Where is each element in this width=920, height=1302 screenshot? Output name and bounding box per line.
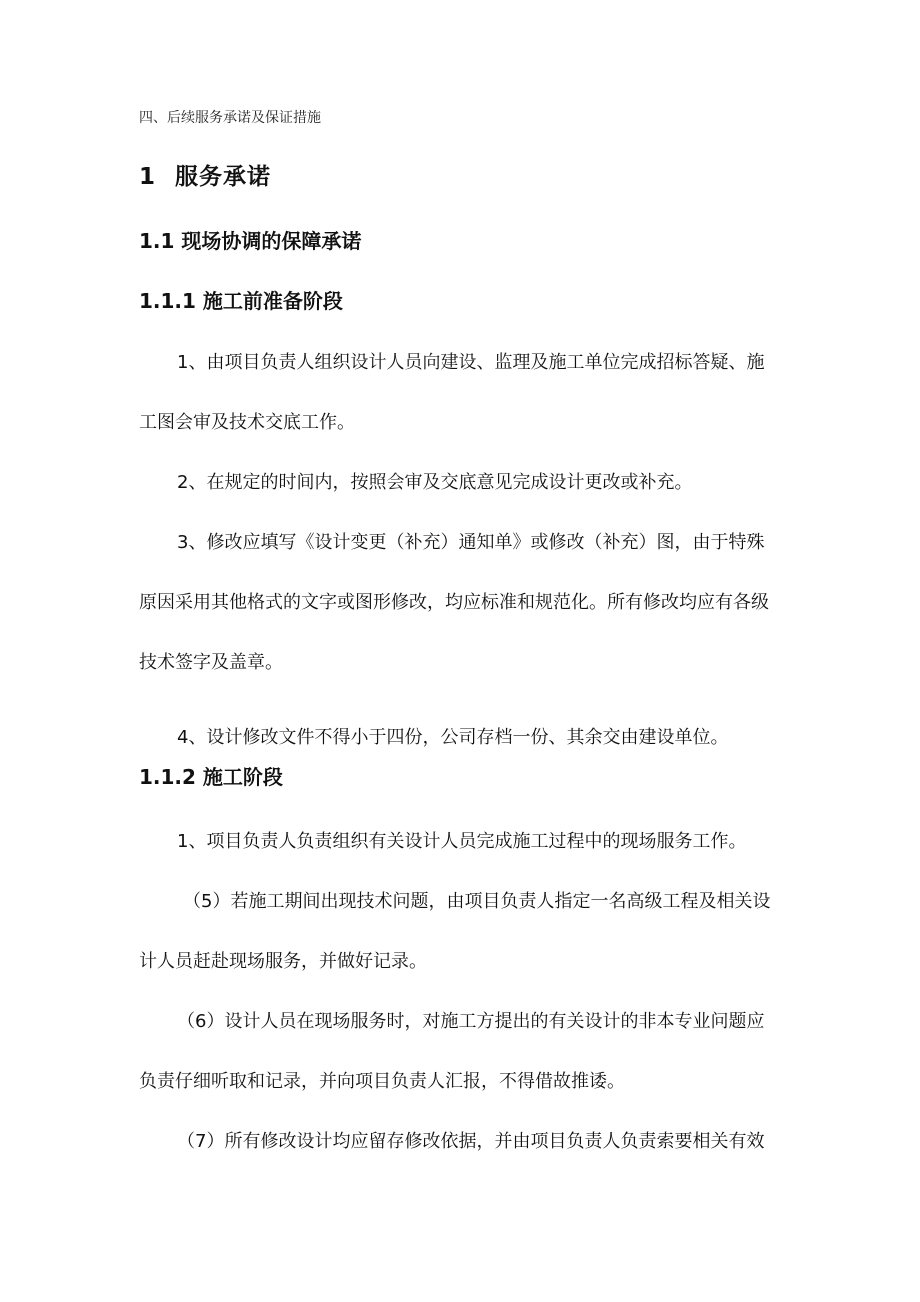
construction-item-6-line-2: 负责仔细听取和记录，并向项目负责人汇报，不得借故推诿。 xyxy=(139,1071,625,1092)
prep-paragraph-3-line-3: 技术签字及盖章。 xyxy=(139,652,283,673)
prep-paragraph-3-line-1: 3、修改应填写《设计变更（补充）通知单》或修改（补充）图，由于特殊 xyxy=(177,532,765,553)
section-1-title: 服务承诺 xyxy=(175,164,271,190)
construction-item-6-line-1: （6）设计人员在现场服务时，对施工方提出的有关设计的非本专业问题应 xyxy=(177,1011,765,1032)
prep-paragraph-2: 2、在规定的时间内，按照会审及交底意见完成设计更改或补充。 xyxy=(177,472,693,493)
prep-paragraph-1-line-2: 工图会审及技术交底工作。 xyxy=(139,412,355,433)
prep-paragraph-4: 4、设计修改文件不得小于四份，公司存档一份、其余交由建设单位。 xyxy=(177,727,729,748)
section-1-1-2-heading: 1.1.2 施工阶段 xyxy=(139,765,283,789)
section-1-heading xyxy=(139,166,271,189)
section-1-1-heading: 1.1 现场协调的保障承诺 xyxy=(139,229,362,253)
prep-paragraph-1-line-1: 1、由项目负责人组织设计人员向建设、监理及施工单位完成招标答疑、施 xyxy=(177,352,765,373)
construction-item-5-line-2: 计人员赶赴现场服务，并做好记录。 xyxy=(139,951,427,972)
construction-item-7-line-1: （7）所有修改设计均应留存修改依据，并由项目负责人负责索要相关有效 xyxy=(177,1131,765,1152)
construction-paragraph-1: 1、项目负责人负责组织有关设计人员完成施工过程中的现场服务工作。 xyxy=(177,831,747,852)
construction-item-5-line-1: （5）若施工期间出现技术问题，由项目负责人指定一名高级工程及相关设 xyxy=(183,891,771,912)
section-1-number: 1 xyxy=(139,164,157,190)
section-1-1-1-heading: 1.1.1 施工前准备阶段 xyxy=(139,289,343,313)
document-label: 四、后续服务承诺及保证措施 xyxy=(139,110,321,126)
prep-paragraph-3-line-2: 原因采用其他格式的文字或图形修改，均应标准和规范化。所有修改均应有各级 xyxy=(139,592,769,613)
